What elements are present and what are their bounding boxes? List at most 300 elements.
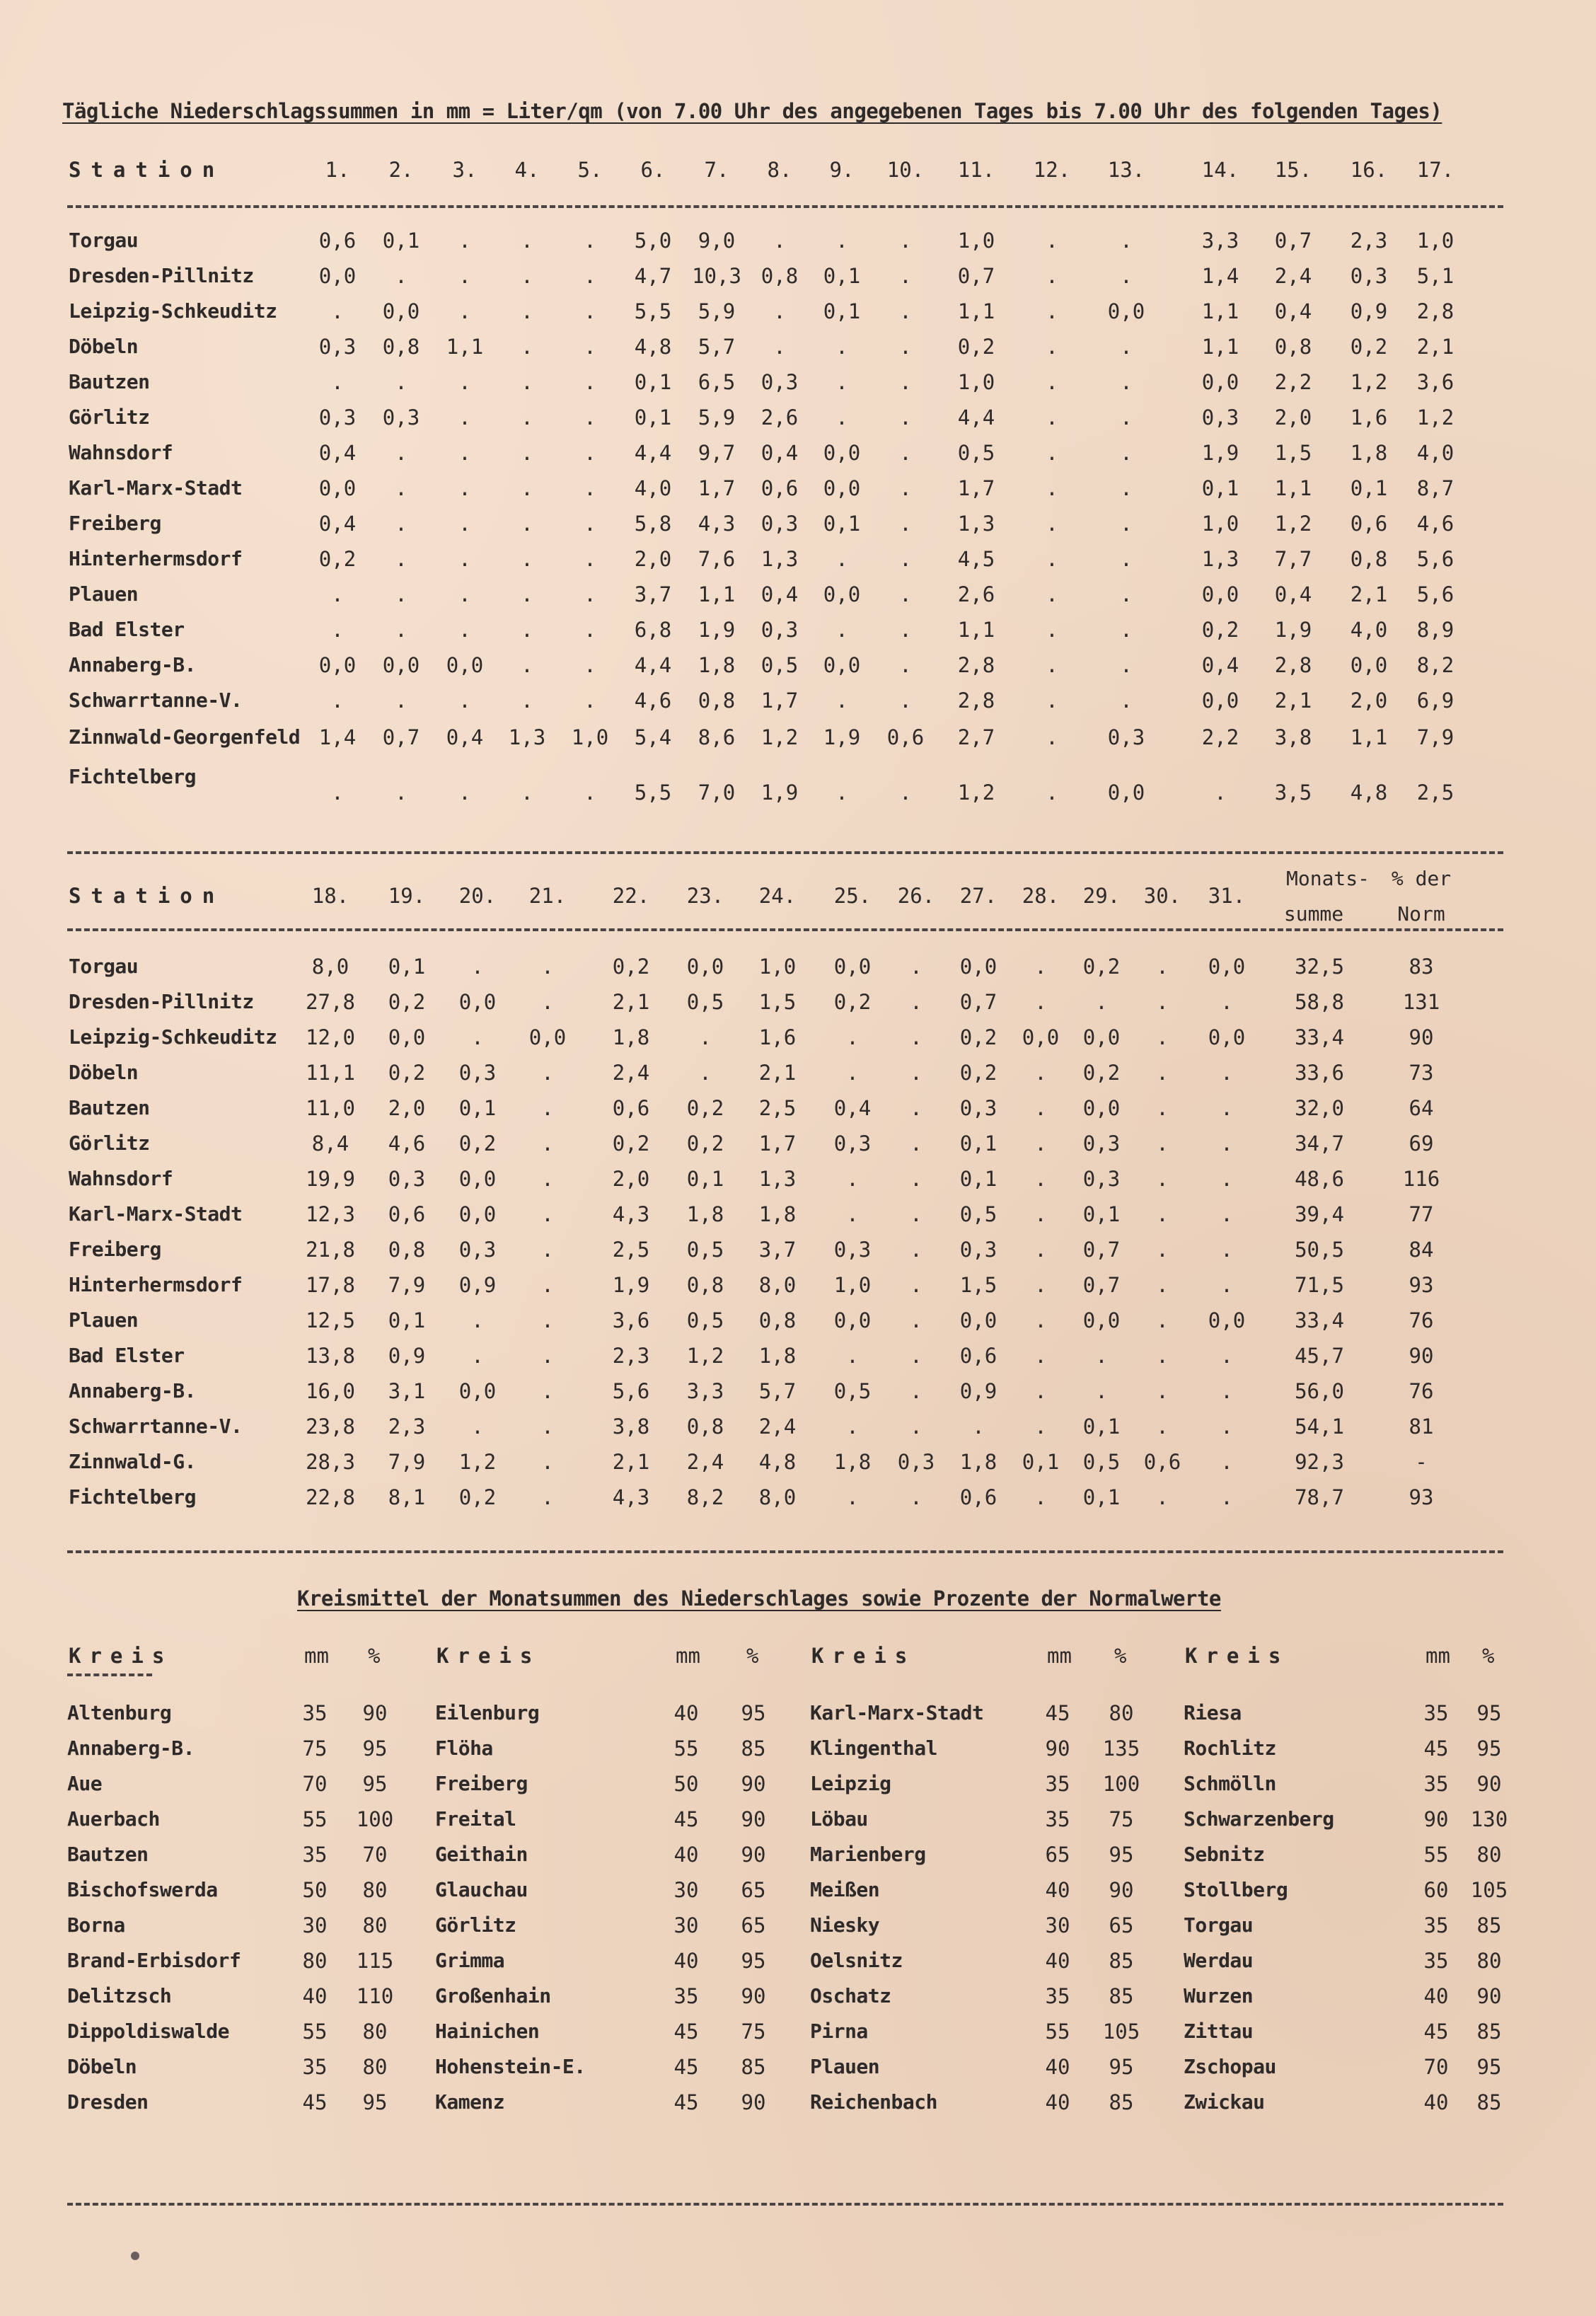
precip-value: . — [521, 264, 533, 288]
precip-value: 0,1 — [388, 1308, 426, 1332]
kreis-mm-value: 30 — [1045, 1913, 1070, 1937]
precip-value: . — [1156, 1202, 1169, 1226]
precip-value: 23,8 — [306, 1415, 355, 1439]
precip-value: 1,7 — [758, 1131, 797, 1156]
precip-value: 0,5 — [686, 990, 724, 1014]
precip-value: 2,1 — [1350, 582, 1388, 606]
precip-value: . — [541, 1415, 554, 1439]
kreis-mm-value: 40 — [673, 1843, 699, 1867]
precip-value: . — [458, 780, 471, 805]
precip-value: 0,5 — [833, 1379, 872, 1403]
station-name: Freiberg — [69, 512, 161, 535]
precip-value: 0,1 — [634, 405, 672, 430]
precip-value: 0,8 — [758, 1308, 797, 1332]
precip-value: 0,0 — [959, 955, 998, 979]
kreis-name: Schwarzenberg — [1184, 1807, 1334, 1831]
kreis-name: Pirna — [810, 2020, 868, 2043]
precip-value: . — [899, 476, 912, 500]
precip-value: 0,6 — [959, 1344, 998, 1368]
precip-value: 2,2 — [1274, 370, 1312, 394]
precip-value: 0,3 — [1350, 264, 1388, 288]
district-means-table — [67, 1640, 1510, 2121]
kreis-percent-value: 70 — [362, 1843, 388, 1867]
precip-value: 12,5 — [306, 1308, 355, 1332]
precip-value: 4,6 — [388, 1131, 426, 1156]
precip-value: . — [541, 1131, 554, 1156]
kreis-name: Dresden — [67, 2090, 149, 2114]
precip-value: . — [1156, 1061, 1169, 1085]
station-name: Wahnsdorf — [69, 1167, 173, 1190]
precip-value: . — [584, 229, 596, 253]
precip-value: . — [1120, 547, 1133, 571]
precip-value: 0,3 — [458, 1238, 497, 1262]
precip-value: 5,7 — [758, 1379, 797, 1403]
precip-value: 0,2 — [959, 1025, 998, 1049]
precip-value: 1,1 — [446, 335, 484, 359]
precip-value: 1,5 — [758, 990, 797, 1014]
precip-value: . — [899, 264, 912, 288]
precip-value: . — [835, 370, 848, 394]
precip-value: . — [1156, 1025, 1169, 1049]
kreis-percent-value: 65 — [741, 1913, 766, 1937]
precip-value: 4,4 — [634, 441, 672, 465]
precip-value: 0,4 — [761, 441, 799, 465]
precip-value: . — [1046, 335, 1058, 359]
precip-value: 0,1 — [959, 1167, 998, 1191]
station-name: Hinterhermsdorf — [69, 1273, 243, 1296]
precip-value: . — [1095, 990, 1108, 1014]
precip-value: 0,6 — [318, 229, 357, 253]
kreis-percent-value: 80 — [362, 1878, 388, 1902]
precip-value: 0,6 — [886, 725, 925, 749]
kreis-mm-value: 45 — [1423, 1736, 1449, 1761]
kreis-percent-value: 80 — [362, 2020, 388, 2044]
kreis-percent-value: 90 — [741, 1807, 766, 1831]
precip-value: 1,8 — [959, 1450, 998, 1474]
kreis-name: Kamenz — [435, 2090, 505, 2114]
kreis-name: Auerbach — [67, 1807, 160, 1831]
kreis-mm-value: 40 — [1045, 1949, 1070, 1973]
kreis-mm-value: 35 — [302, 1701, 328, 1725]
precip-value: . — [584, 476, 596, 500]
precip-value: 1,8 — [612, 1025, 650, 1049]
norm-percent-value: 90 — [1409, 1344, 1434, 1368]
precip-value: 0,1 — [959, 1131, 998, 1156]
precip-value: 0,7 — [1082, 1273, 1121, 1297]
precip-value: 0,7 — [382, 725, 420, 749]
kreis-name: Zwickau — [1184, 2090, 1265, 2114]
precip-value: . — [521, 689, 533, 713]
precip-value: 0,0 — [1208, 1025, 1246, 1049]
precip-value: 11,0 — [306, 1096, 355, 1120]
precip-value: 1,8 — [758, 1202, 797, 1226]
precip-value: . — [1120, 441, 1133, 465]
precip-value: 9,7 — [698, 441, 736, 465]
precip-value: . — [395, 264, 407, 288]
precip-value: . — [1120, 370, 1133, 394]
precip-value: . — [541, 1096, 554, 1120]
kreis-name: Bautzen — [67, 1843, 149, 1866]
kreis-percent-value: 95 — [1476, 1736, 1502, 1761]
precip-value: . — [1156, 1485, 1169, 1509]
precip-value: . — [1220, 1167, 1233, 1191]
precip-value: 0,0 — [458, 1167, 497, 1191]
precip-value: . — [1095, 1379, 1108, 1403]
kreis-name: Freiberg — [435, 1772, 528, 1795]
precip-value: 1,2 — [1274, 512, 1312, 536]
kreis-percent-value: 65 — [1109, 1913, 1134, 1937]
kreis-percent-value: 75 — [741, 2020, 766, 2044]
precip-value: 5,5 — [634, 780, 672, 805]
precip-value: 0,3 — [1082, 1167, 1121, 1191]
precip-value: . — [331, 582, 344, 606]
kreis-name: Borna — [67, 1913, 125, 1937]
precip-value: 1,0 — [1416, 229, 1455, 253]
precip-value: 0,1 — [1350, 476, 1388, 500]
kreis-percent-value: 85 — [1476, 1913, 1502, 1937]
precip-value: . — [910, 1308, 923, 1332]
kreis-mm-value: 35 — [302, 1843, 328, 1867]
precip-value: 0,4 — [761, 582, 799, 606]
kreis-percent-value: 80 — [1476, 1949, 1502, 1973]
precip-value: . — [584, 441, 596, 465]
day-column-header: 23. — [686, 884, 724, 908]
precip-value: . — [541, 1238, 554, 1262]
precip-value: . — [584, 653, 596, 677]
precip-value: . — [835, 618, 848, 642]
kreis-name: Glauchau — [435, 1878, 528, 1901]
kreis-mm-value: 50 — [673, 1772, 699, 1796]
station-name: Annaberg-B. — [69, 1379, 196, 1402]
precip-value: 0,5 — [686, 1238, 724, 1262]
precip-value: 11,1 — [306, 1061, 355, 1085]
precip-value: . — [458, 441, 471, 465]
precip-value: . — [899, 370, 912, 394]
precip-value: . — [1220, 1273, 1233, 1297]
monthly-sum-value: 58,8 — [1295, 990, 1344, 1014]
station-name: Torgau — [69, 229, 139, 252]
precip-value: 3,8 — [612, 1415, 650, 1439]
precip-value: 1,1 — [1201, 335, 1239, 359]
divider — [67, 851, 1503, 854]
precip-value: 2,7 — [957, 725, 995, 749]
precip-value: 2,1 — [612, 1450, 650, 1474]
day-column-header: 14. — [1201, 158, 1239, 182]
kreis-percent-value: 100 — [356, 1807, 394, 1831]
precip-value: . — [541, 1450, 554, 1474]
day-column-header: 12. — [1033, 158, 1071, 182]
precip-value: . — [1220, 1344, 1233, 1368]
precip-value: 1,8 — [698, 653, 736, 677]
precip-value: . — [835, 547, 848, 571]
precip-value: . — [471, 1025, 484, 1049]
precip-value: 0,1 — [1201, 476, 1239, 500]
norm-percent-value: 81 — [1409, 1415, 1434, 1439]
station-name: Görlitz — [69, 1131, 150, 1155]
precip-value: 0,2 — [959, 1061, 998, 1085]
kreis-name: Brand-Erbisdorf — [67, 1949, 241, 1972]
norm-percent-header: % der — [1391, 867, 1452, 890]
station-name: Zinnwald-G. — [69, 1450, 196, 1473]
monthly-sum-value: 39,4 — [1295, 1202, 1344, 1226]
kreis-mm-value: 30 — [673, 1913, 699, 1937]
precip-value: 0,4 — [446, 725, 484, 749]
kreis-percent-value: 85 — [1476, 2090, 1502, 2114]
precip-value: 0,1 — [634, 370, 672, 394]
precip-value: 6,5 — [698, 370, 736, 394]
precip-value: 2,1 — [1416, 335, 1455, 359]
kreis-percent-value: 85 — [1109, 1949, 1134, 1973]
precip-value: . — [1046, 689, 1058, 713]
precip-value: 0,2 — [388, 990, 426, 1014]
precip-value: . — [1046, 299, 1058, 323]
norm-percent-value: 76 — [1409, 1308, 1434, 1332]
kreis-column-header: Kreis — [69, 1644, 173, 1668]
kreis-percent-value: 80 — [1109, 1701, 1134, 1725]
norm-percent-value: 64 — [1409, 1096, 1434, 1120]
kreis-mm-value: 45 — [673, 2055, 699, 2079]
precip-value: 1,2 — [458, 1450, 497, 1474]
precip-value: 5,0 — [634, 229, 672, 253]
precip-value: 0,7 — [1274, 229, 1312, 253]
precip-value: 0,0 — [382, 299, 420, 323]
precip-value: 0,3 — [761, 512, 799, 536]
station-name: Schwarrtanne-V. — [69, 1415, 243, 1438]
mm-column-header: mm — [304, 1644, 329, 1668]
day-column-header: 29. — [1082, 884, 1121, 908]
precip-value: 5,1 — [1416, 264, 1455, 288]
precip-value: 0,8 — [761, 264, 799, 288]
precip-value: 1,5 — [1274, 441, 1312, 465]
precip-value: 8,0 — [758, 1485, 797, 1509]
precip-value: 2,0 — [1274, 405, 1312, 430]
precip-value: 0,0 — [458, 990, 497, 1014]
precip-value: 9,0 — [698, 229, 736, 253]
precip-value: . — [541, 1485, 554, 1509]
precip-value: 0,2 — [1201, 618, 1239, 642]
kreis-percent-value: 95 — [362, 2090, 388, 2114]
precip-value: . — [1120, 653, 1133, 677]
precip-value: 7,6 — [698, 547, 736, 571]
monthly-sum-header: Monats- — [1285, 867, 1370, 890]
precip-value: . — [458, 582, 471, 606]
precip-value: 1,7 — [761, 689, 799, 713]
precip-value: 0,3 — [1107, 725, 1145, 749]
precip-value: 1,1 — [1350, 725, 1388, 749]
day-column-header: 21. — [528, 884, 567, 908]
day-column-header: 31. — [1208, 884, 1246, 908]
station-name: Leipzig-Schkeuditz — [69, 299, 277, 323]
precip-value: 0,7 — [1082, 1238, 1121, 1262]
kreis-mm-value: 35 — [1045, 1807, 1070, 1831]
norm-percent-value: 116 — [1402, 1167, 1440, 1191]
precip-value: . — [1156, 1273, 1169, 1297]
kreis-name: Karl-Marx-Stadt — [810, 1701, 984, 1724]
kreis-mm-value: 75 — [302, 1736, 328, 1761]
kreis-percent-value: 90 — [362, 1701, 388, 1725]
precip-value: 0,5 — [1082, 1450, 1121, 1474]
precip-value: 0,1 — [458, 1096, 497, 1120]
precip-value: . — [899, 618, 912, 642]
precip-value: . — [899, 547, 912, 571]
precip-value: . — [899, 229, 912, 253]
kreis-name: Zschopau — [1184, 2055, 1276, 2078]
precip-value: 0,2 — [1082, 1061, 1121, 1085]
kreis-percent-value: 90 — [741, 2090, 766, 2114]
precip-value: 0,9 — [388, 1344, 426, 1368]
precip-value: . — [699, 1061, 712, 1085]
precip-value: . — [1034, 1238, 1047, 1262]
precip-value: 0,0 — [1082, 1025, 1121, 1049]
paper-mark — [131, 2252, 139, 2260]
precip-value: . — [899, 780, 912, 805]
precip-value: 8,9 — [1416, 618, 1455, 642]
kreis-mm-value: 30 — [302, 1913, 328, 1937]
precip-value: 0,1 — [823, 299, 861, 323]
kreis-column-header: Kreis — [436, 1644, 541, 1668]
kreis-mm-value: 55 — [302, 2020, 328, 2044]
day-column-header: 17. — [1416, 158, 1455, 182]
precip-value: 0,4 — [1274, 299, 1312, 323]
precip-value: 1,7 — [698, 476, 736, 500]
precip-value: . — [458, 229, 471, 253]
day-column-header: 19. — [388, 884, 426, 908]
precip-value: 12,3 — [306, 1202, 355, 1226]
precip-value: 0,0 — [686, 955, 724, 979]
precip-value: 8,0 — [311, 955, 349, 979]
precip-value: . — [899, 582, 912, 606]
precip-value: 2,0 — [612, 1167, 650, 1191]
kreis-mm-value: 30 — [673, 1878, 699, 1902]
precip-value: . — [1214, 780, 1227, 805]
monthly-sum-value: 33,4 — [1295, 1025, 1344, 1049]
precip-value: 0,2 — [612, 955, 650, 979]
precip-value: . — [1034, 1344, 1047, 1368]
precip-value: . — [835, 335, 848, 359]
precip-value: 2,8 — [1416, 299, 1455, 323]
precip-value: 1,0 — [833, 1273, 872, 1297]
monthly-sum-value: 56,0 — [1295, 1379, 1344, 1403]
monthly-sum-value: 48,6 — [1295, 1167, 1344, 1191]
precip-value: 0,5 — [959, 1202, 998, 1226]
norm-percent-value: 76 — [1409, 1379, 1434, 1403]
precip-value: . — [395, 476, 407, 500]
precip-value: . — [458, 547, 471, 571]
precip-value: 16,0 — [306, 1379, 355, 1403]
precip-value: 0,1 — [1082, 1485, 1121, 1509]
kreis-mm-value: 35 — [1423, 1949, 1449, 1973]
percent-column-header: % — [368, 1644, 381, 1668]
precip-value: . — [1120, 582, 1133, 606]
kreis-mm-value: 90 — [1045, 1736, 1070, 1761]
precip-value: . — [910, 955, 923, 979]
precip-value: 1,1 — [1274, 476, 1312, 500]
precip-value: 8,2 — [1416, 653, 1455, 677]
precip-value: . — [1120, 618, 1133, 642]
precip-value: 4,8 — [758, 1450, 797, 1474]
precip-value: 8,2 — [686, 1485, 724, 1509]
precip-value: . — [846, 1415, 859, 1439]
precip-value: 1,3 — [761, 547, 799, 571]
precip-value: . — [1034, 1096, 1047, 1120]
precip-value: 0,0 — [823, 582, 861, 606]
monthly-sum-value: 45,7 — [1295, 1344, 1344, 1368]
precip-value: . — [541, 1379, 554, 1403]
precip-value: . — [1046, 264, 1058, 288]
precip-value: 2,5 — [1416, 780, 1455, 805]
percent-column-header: % — [746, 1644, 759, 1668]
precip-value: 12,0 — [306, 1025, 355, 1049]
kreis-mm-value: 40 — [1423, 2090, 1449, 2114]
kreis-mm-value: 40 — [673, 1949, 699, 1973]
precip-value: 0,1 — [382, 229, 420, 253]
precip-value: . — [846, 1202, 859, 1226]
precip-value: . — [910, 1238, 923, 1262]
precip-value: . — [699, 1025, 712, 1049]
kreis-name: Hohenstein-E. — [435, 2055, 586, 2078]
precip-value: . — [584, 618, 596, 642]
kreis-name: Oelsnitz — [810, 1949, 903, 1972]
precip-value: 0,9 — [458, 1273, 497, 1297]
day-column-header: 27. — [959, 884, 998, 908]
station-name: Bad Elster — [69, 618, 185, 641]
precip-value: 0,3 — [318, 405, 357, 430]
day-column-header: 28. — [1022, 884, 1060, 908]
station-name: Torgau — [69, 955, 139, 978]
kreis-percent-value: 95 — [1476, 2055, 1502, 2079]
precip-value: . — [541, 1061, 554, 1085]
precip-value: 0,3 — [761, 618, 799, 642]
precip-value: . — [521, 653, 533, 677]
day-column-header: 15. — [1274, 158, 1312, 182]
precip-value: 0,2 — [612, 1131, 650, 1156]
precip-value: 1,1 — [698, 582, 736, 606]
precip-value: 0,1 — [823, 512, 861, 536]
day-column-header: 8. — [767, 158, 792, 182]
precip-value: 0,4 — [1201, 653, 1239, 677]
precip-value: . — [1156, 1096, 1169, 1120]
precip-value: 2,3 — [612, 1344, 650, 1368]
kreis-percent-value: 85 — [741, 1736, 766, 1761]
precip-value: . — [541, 1308, 554, 1332]
precip-value: 0,0 — [1208, 1308, 1246, 1332]
precip-value: . — [1220, 990, 1233, 1014]
page-title: Tägliche Niederschlagssummen in mm = Liter/qm (von 7.00 Uhr des angegebenen Tages bis 7.00 Uhr des folgenden Tages) — [62, 99, 1442, 123]
precip-value: . — [1046, 229, 1058, 253]
precip-value: 2,0 — [1350, 689, 1388, 713]
kreis-name: Großenhain — [435, 1984, 551, 2007]
precip-value: . — [910, 990, 923, 1014]
precip-value: . — [899, 653, 912, 677]
kreis-percent-value: 80 — [1476, 1843, 1502, 1867]
day-column-header: 13. — [1107, 158, 1145, 182]
precip-value: . — [1046, 653, 1058, 677]
precip-value: . — [471, 1415, 484, 1439]
precip-value: . — [521, 335, 533, 359]
precip-value: . — [910, 1344, 923, 1368]
precip-value: 0,2 — [1082, 955, 1121, 979]
precip-value: 0,0 — [388, 1025, 426, 1049]
kreis-name: Geithain — [435, 1843, 528, 1866]
precip-value: . — [541, 1344, 554, 1368]
precip-value: 2,2 — [1201, 725, 1239, 749]
precip-value: 0,3 — [458, 1061, 497, 1085]
daily-precipitation-table-1 — [69, 154, 1512, 805]
precip-value: 0,6 — [612, 1096, 650, 1120]
station-name: Annaberg-B. — [69, 653, 196, 676]
precip-value: 1,1 — [1201, 299, 1239, 323]
day-column-header: 11. — [957, 158, 995, 182]
